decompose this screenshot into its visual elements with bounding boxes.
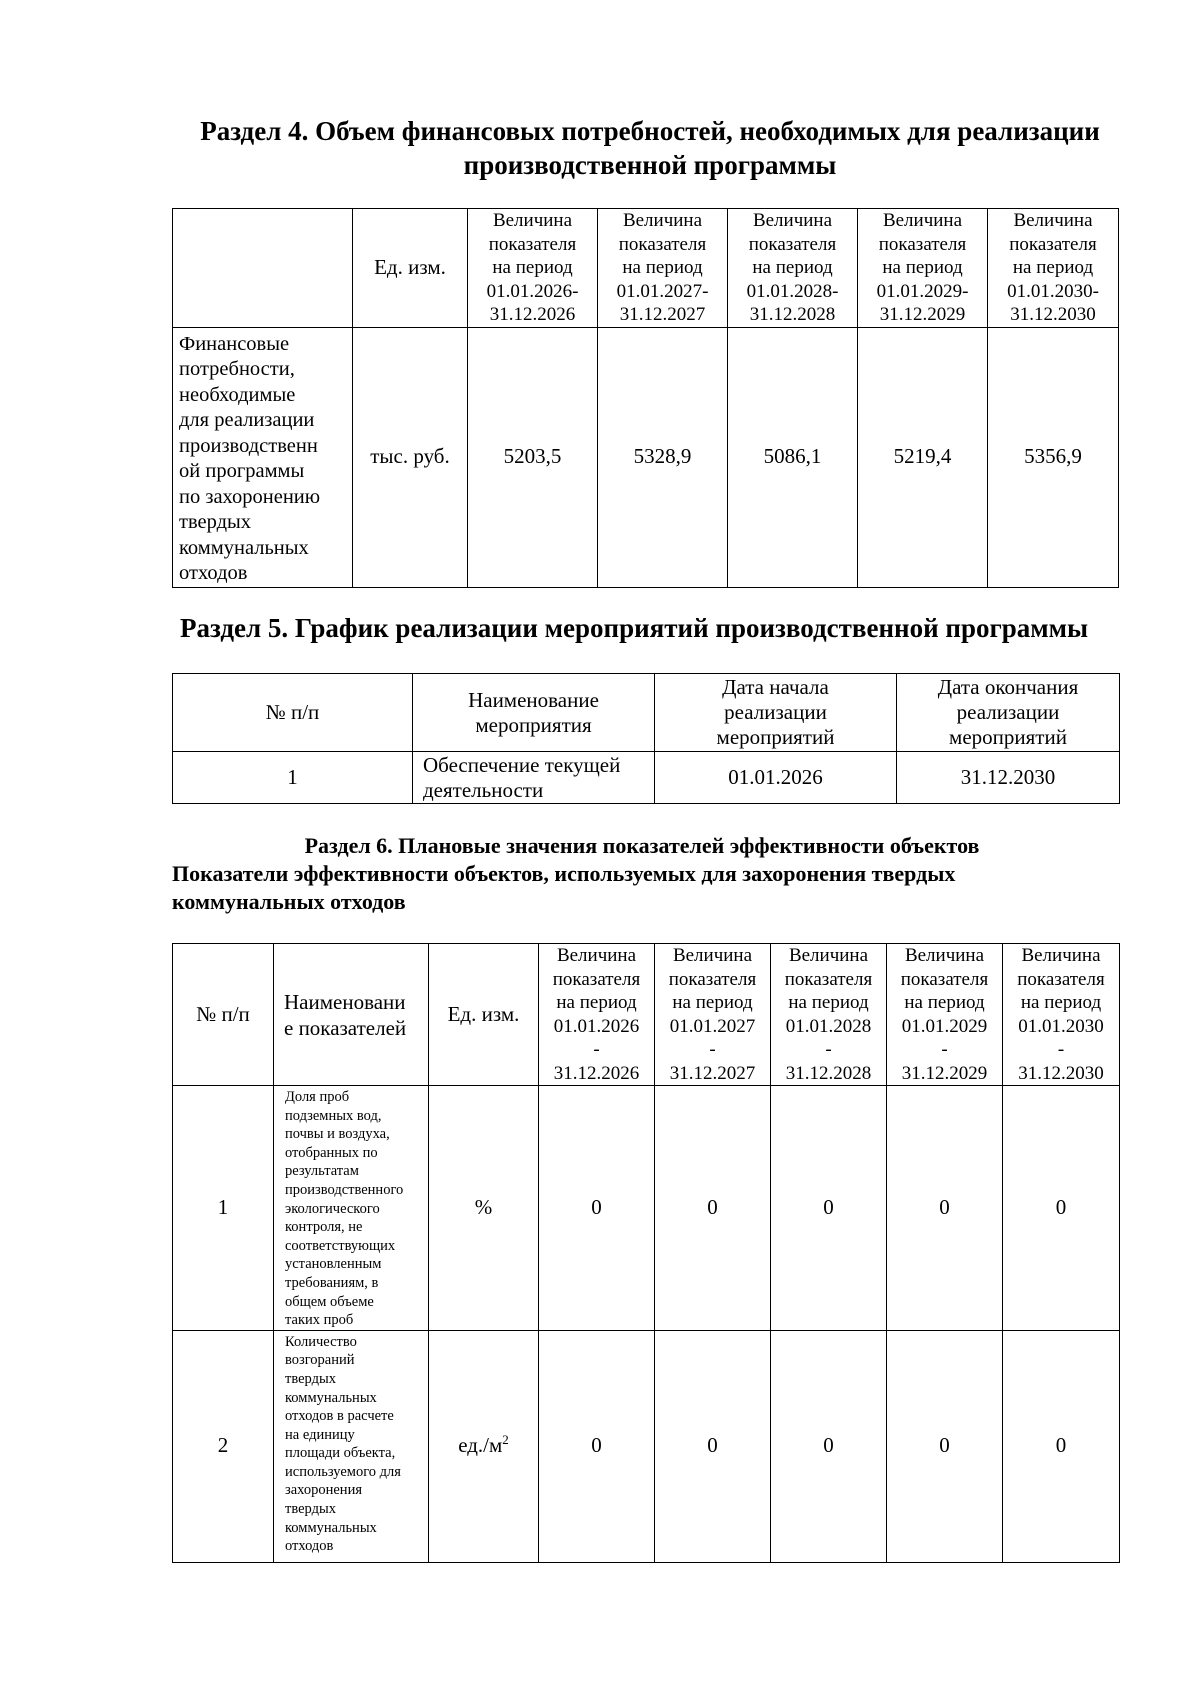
table-row bbox=[173, 1086, 1120, 1331]
end-date-header: Дата окончания реализации мероприятий bbox=[897, 674, 1120, 752]
indicator-name-line: требованиям, в bbox=[285, 1274, 379, 1291]
period-header-line: на период bbox=[672, 992, 753, 1013]
period-header bbox=[539, 944, 655, 1086]
period-header-line: показателя bbox=[748, 233, 837, 255]
period-header-line: показателя bbox=[618, 233, 707, 255]
activity-name-header: Наименование мероприятия bbox=[413, 674, 655, 752]
period-header bbox=[887, 944, 1003, 1086]
period-header-line: 01.01.2030 bbox=[1018, 1015, 1104, 1037]
end-date: 31.12.2030 bbox=[897, 752, 1120, 804]
value-cell: 0 bbox=[1003, 1330, 1120, 1562]
row-label-line: для реализации bbox=[179, 409, 315, 431]
row-num: 1 bbox=[173, 1086, 274, 1331]
start-date: 01.01.2026 bbox=[655, 752, 897, 804]
indicator-name-line: результатам bbox=[285, 1163, 359, 1180]
period-header-line: 01.01.2028 bbox=[785, 1015, 872, 1037]
indicator-name bbox=[274, 1086, 429, 1331]
period-header-line: 01.01.2027 bbox=[669, 1015, 756, 1037]
row-label-line: ой программы bbox=[179, 460, 305, 482]
period-header-line: 31.12.2026 bbox=[553, 1062, 640, 1084]
section-4-title-line1: Раздел 4. Объем финансовых потребностей, необходимых для реализации bbox=[200, 116, 1100, 146]
period-header-line: Величина bbox=[1013, 210, 1093, 231]
table-header-row bbox=[173, 674, 1120, 752]
period-header-line: Величина bbox=[1021, 945, 1101, 966]
indicator-name-line: производственного bbox=[285, 1181, 404, 1198]
period-header-line: показателя bbox=[878, 233, 967, 255]
value-cell: 5328,9 bbox=[598, 327, 728, 587]
value-cell: 0 bbox=[655, 1330, 771, 1562]
period-header-line: показателя bbox=[552, 968, 641, 990]
activity-name: Обеспечение текущей деятельности bbox=[413, 752, 655, 804]
value-cell: 0 bbox=[887, 1330, 1003, 1562]
period-header-line: на период bbox=[622, 257, 703, 278]
schedule-table bbox=[172, 673, 1120, 804]
period-header-line: на период bbox=[1020, 992, 1102, 1013]
row-label-line: отходов bbox=[179, 562, 248, 584]
period-header bbox=[1003, 944, 1120, 1086]
period-header-line: 31.12.2027 bbox=[619, 304, 706, 325]
value-cell: 5203,5 bbox=[468, 327, 598, 587]
indicator-name-line: экологического bbox=[285, 1200, 380, 1217]
period-header-line: показателя bbox=[784, 968, 873, 990]
section-5-title: Раздел 5. График реализации мероприятий производственной программы bbox=[180, 613, 1089, 643]
period-header bbox=[598, 209, 728, 328]
indicator-name-header: Наименовани е показателей bbox=[274, 944, 429, 1086]
period-header-line: показателя bbox=[668, 968, 757, 990]
period-header-line: 01.01.2030- bbox=[1007, 280, 1099, 302]
row-label-line: твердых bbox=[179, 511, 252, 533]
period-header-line: - bbox=[593, 1039, 600, 1060]
period-header-line: Величина bbox=[882, 210, 963, 231]
period-header-line: Величина bbox=[752, 210, 833, 231]
table-header-row bbox=[173, 209, 1119, 328]
indicator-name-line: Доля проб bbox=[285, 1089, 350, 1105]
indicator-name-line: захоронения bbox=[285, 1482, 362, 1499]
period-header-line: Величина bbox=[672, 945, 753, 966]
indicator-name bbox=[274, 1330, 429, 1562]
value-cell: 5356,9 bbox=[988, 327, 1119, 587]
indicator-name-line: возгораний bbox=[285, 1352, 355, 1369]
indicator-name-line: подземных вод, bbox=[285, 1107, 382, 1124]
period-header-line: на период bbox=[752, 257, 833, 278]
period-header-line: на период bbox=[882, 257, 963, 278]
period-header-line: на период bbox=[1012, 257, 1094, 278]
period-header-line: 01.01.2029 bbox=[901, 1015, 988, 1037]
efficiency-indicators-table bbox=[172, 943, 1120, 1563]
unit-header: Ед. изм. bbox=[429, 944, 539, 1086]
value-cell: 0 bbox=[655, 1086, 771, 1331]
table-row bbox=[173, 752, 1120, 804]
indicator-name-line: на единицу bbox=[285, 1426, 355, 1443]
indicator-name-line: контроля, не bbox=[285, 1219, 363, 1236]
table-row bbox=[173, 1330, 1120, 1562]
section-4-title-line2: производственной программы bbox=[463, 150, 837, 180]
period-header-line: 01.01.2026 bbox=[553, 1015, 640, 1037]
section-6-title-line3: коммунальных отходов bbox=[172, 889, 406, 914]
unit-cell: тыс. руб. bbox=[353, 327, 468, 587]
indicator-name-line: отходов в расчете bbox=[285, 1408, 394, 1425]
period-header-line: 31.12.2030 bbox=[1018, 1062, 1104, 1084]
row-num: 1 bbox=[173, 752, 413, 804]
indicator-name-line: Количество bbox=[285, 1333, 357, 1350]
period-header-line: 31.12.2028 bbox=[785, 1062, 872, 1084]
period-header bbox=[988, 209, 1119, 328]
period-header-line: 31.12.2028 bbox=[749, 304, 836, 325]
period-header-line: на период bbox=[556, 992, 637, 1013]
value-cell: 0 bbox=[771, 1086, 887, 1331]
indicator-name-line: установленным bbox=[285, 1256, 382, 1273]
section-6-title-line2: Показатели эффективности объектов, используемых для захоронения твердых bbox=[172, 861, 956, 886]
period-header-line: показателя bbox=[900, 968, 989, 990]
value-cell: 0 bbox=[539, 1086, 655, 1331]
period-header-line: на период bbox=[788, 992, 869, 1013]
row-label-line: необходимые bbox=[179, 383, 296, 406]
value-cell: 0 bbox=[771, 1330, 887, 1562]
period-header bbox=[468, 209, 598, 328]
row-num: 2 bbox=[173, 1330, 274, 1562]
indicator-name-line: площади объекта, bbox=[285, 1445, 396, 1462]
row-label-line: потребности, bbox=[179, 358, 295, 380]
period-header-line: 01.01.2027- bbox=[616, 280, 709, 302]
indicator-name-line: коммунальных bbox=[285, 1389, 377, 1406]
period-header-line: 31.12.2026 bbox=[489, 304, 576, 325]
row-label bbox=[173, 327, 353, 587]
period-header-line: - bbox=[1057, 1039, 1065, 1060]
table-header-row bbox=[173, 944, 1120, 1086]
value-cell: 0 bbox=[887, 1086, 1003, 1331]
indicator-name-line: соответствующих bbox=[285, 1237, 396, 1254]
period-header-line: показателя bbox=[1009, 233, 1097, 255]
section-6-title bbox=[172, 832, 1072, 916]
period-header-line: 31.12.2030 bbox=[1010, 304, 1096, 325]
period-header-line: показателя bbox=[488, 233, 577, 255]
period-header-line: 31.12.2029 bbox=[879, 304, 966, 325]
num-header: № п/п bbox=[173, 944, 274, 1086]
period-header-line: 31.12.2027 bbox=[669, 1062, 756, 1084]
start-date-header: Дата начала реализации мероприятий bbox=[655, 674, 897, 752]
period-header-line: 01.01.2028- bbox=[746, 280, 839, 302]
period-header-line: - bbox=[825, 1039, 832, 1060]
value-cell: 5219,4 bbox=[858, 327, 988, 587]
period-header-line: Величина bbox=[788, 945, 869, 966]
indicator-name-line: коммунальных bbox=[285, 1519, 377, 1536]
row-label-line: по захоронению bbox=[179, 485, 321, 508]
period-header-line: 01.01.2029- bbox=[876, 280, 969, 302]
period-header bbox=[728, 209, 858, 328]
table-row bbox=[173, 327, 1119, 587]
value-cell: 0 bbox=[539, 1330, 655, 1562]
period-header-line: Величина bbox=[622, 210, 703, 231]
row-label-line: Финансовые bbox=[179, 332, 290, 355]
period-header bbox=[858, 209, 988, 328]
indicator-name-line: таких проб bbox=[285, 1312, 354, 1329]
period-header-line: показателя bbox=[1017, 968, 1105, 990]
section-4-title bbox=[150, 114, 1150, 182]
indicator-name-line: почвы и воздуха, bbox=[285, 1126, 390, 1143]
indicator-name-line: твердых bbox=[285, 1501, 336, 1518]
period-header bbox=[771, 944, 887, 1086]
indicator-name-line: твердых bbox=[285, 1370, 336, 1387]
row-label-line: коммунальных bbox=[179, 536, 309, 559]
period-header-line: Величина bbox=[556, 945, 637, 966]
unit-cell: $ед./м^2$ bbox=[429, 1330, 539, 1562]
period-header-line: - bbox=[709, 1039, 716, 1060]
indicator-name-line: отходов bbox=[285, 1538, 334, 1555]
row-label-line: производственн bbox=[179, 434, 318, 457]
period-header-line: - bbox=[941, 1039, 948, 1060]
value-cell: 0 bbox=[1003, 1086, 1120, 1331]
period-header-line: Величина bbox=[904, 945, 985, 966]
unit-header: Ед. изм. bbox=[353, 209, 468, 328]
num-header: № п/п bbox=[173, 674, 413, 752]
period-header bbox=[655, 944, 771, 1086]
indicator-name-line: общем объеме bbox=[285, 1293, 374, 1310]
unit-cell: % bbox=[429, 1086, 539, 1331]
indicator-name-line: отобранных по bbox=[285, 1144, 378, 1161]
period-header-line: на период bbox=[904, 992, 985, 1013]
empty-header-cell bbox=[173, 209, 353, 328]
period-header-line: на период bbox=[492, 257, 573, 278]
period-header-line: Величина bbox=[492, 210, 573, 231]
period-header-line: 31.12.2029 bbox=[901, 1062, 988, 1084]
value-cell: 5086,1 bbox=[728, 327, 858, 587]
section-6-title-line1: Раздел 6. Плановые значения показателей эффективности объектов bbox=[304, 833, 980, 858]
indicator-name-line: используемого для bbox=[285, 1463, 401, 1480]
period-header-line: 01.01.2026- bbox=[486, 280, 579, 302]
financial-needs-table bbox=[172, 208, 1119, 588]
